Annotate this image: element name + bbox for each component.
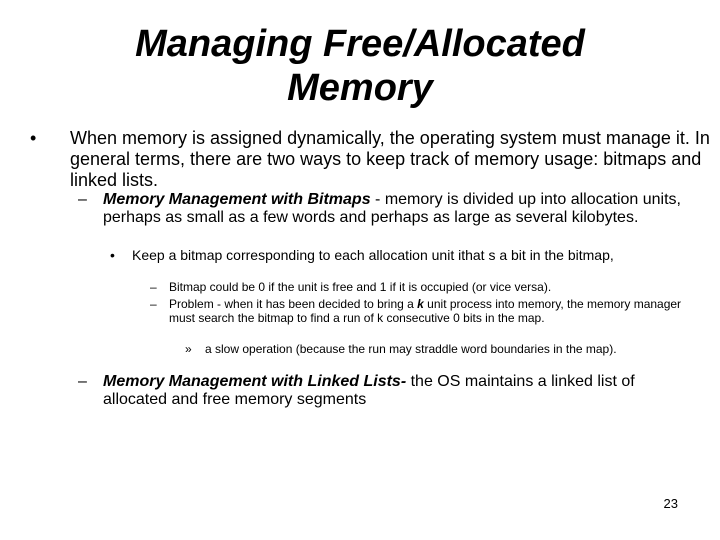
bitmaps-text: - memory is divided up into allocation units, perhaps as small as a few words and perhaps as large as several kilobytes. <box>103 191 681 226</box>
chevron-marker: » <box>185 342 192 356</box>
bullet-memory-management <box>30 128 720 191</box>
bullet-marker: • <box>110 247 115 263</box>
dash-marker: – <box>150 297 157 311</box>
problem-text-before: Problem - when it has been decided to bring a <box>169 297 418 311</box>
sub-bullet-bitmaps <box>78 191 703 227</box>
bitmap-value-text: Bitmap could be 0 if the unit is free and 1 if it is occupied (or vice versa). <box>169 280 552 294</box>
sub-bullet-linked-lists <box>78 373 703 409</box>
bullet-bitmap-detail <box>110 247 652 263</box>
slow-operation-text: a slow operation (because the run may straddle word boundaries in the map). <box>205 342 617 356</box>
dash-marker: – <box>78 373 87 390</box>
page-title: Managing Free/Allocated Memory <box>135 23 585 109</box>
sub-bullet-slow-operation <box>185 342 675 356</box>
page-number: 23 <box>663 496 678 511</box>
bitmaps-heading: Memory Management with Bitmaps <box>103 191 371 208</box>
dash-marker: – <box>150 280 157 294</box>
linked-lists-heading: Memory Management with Linked Lists- <box>103 373 407 390</box>
bitmap-detail-text: Keep a bitmap corresponding to each allocation unit ithat s a bit in the bitmap, <box>132 247 614 263</box>
dash-marker: – <box>78 191 87 208</box>
bullet-marker: • <box>30 128 37 148</box>
bullet-text: When memory is assigned dynamically, the operating system must manage it. In general terms, there are two ways to keep track of memory usage: bitmaps and linked lists. <box>70 128 710 190</box>
problem-text-after: unit process into memory, the memory manager must search the bitmap to find a run of k consecutive 0 bits in the map. <box>169 297 682 325</box>
sub-bullet-bitmap-value <box>150 280 694 294</box>
linked-lists-text: the OS maintains a linked list of allocated and free memory segments <box>103 373 635 408</box>
problem-k: k <box>417 297 424 311</box>
sub-bullet-problem <box>150 297 694 325</box>
